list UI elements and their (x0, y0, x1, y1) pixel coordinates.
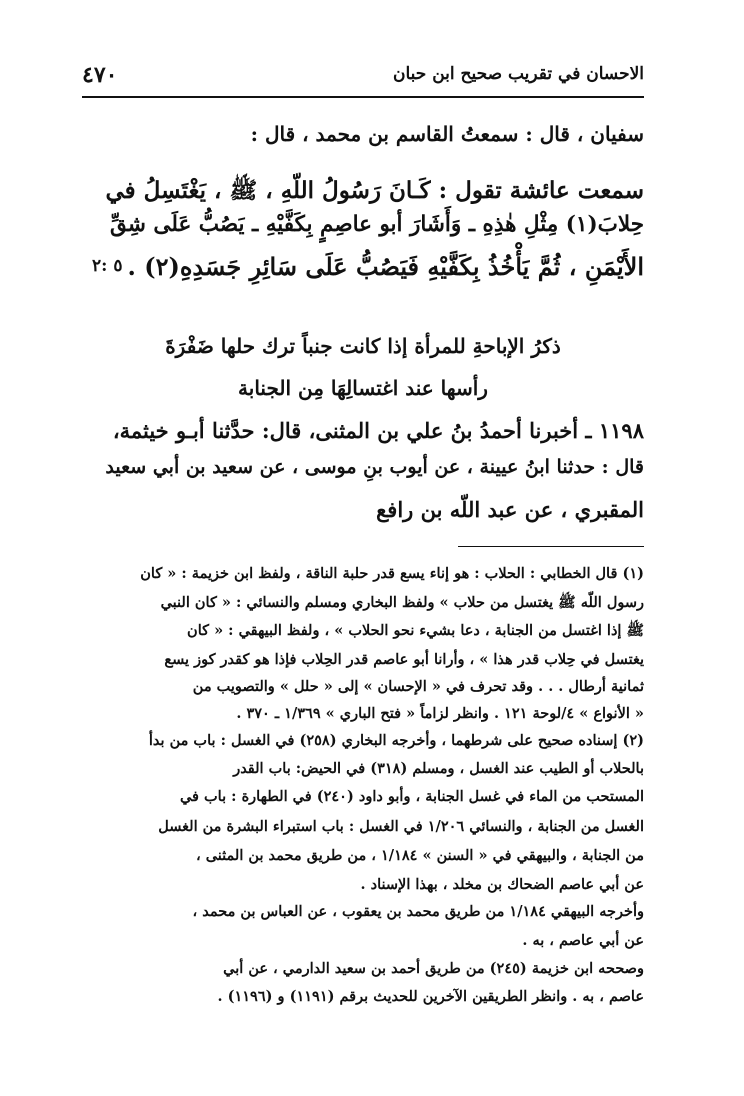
footnote-line: عاصم ، به . وانظر الطريقين الآخرين للحديث برقم (١١٩١) و (١١٩٦) . (217, 988, 644, 1005)
footnote-line: « الأنواع » ٤/لوحة ١٢١ . وانظر لزاماً « فتح الباري » ١/٣٦٩ ـ ٣٧٠ . (236, 705, 644, 722)
footnote-line: يغتسل في حِلاب قدر هذا » ، وأرانا أبو عاصم قدر الحِلاب فإذا هو كقدر كوز يسع (164, 651, 644, 668)
hadith-reference: ٥ :٢ (92, 256, 123, 276)
footnote-line: المستحب من الماء في غسل الجنابة ، وأبو داود (٢٤٠) في الطهارة : باب في (179, 788, 644, 805)
footnote-line: وصححه ابن خزيمة (٢٤٥) من طريق أحمد بن سعيد الدارمي ، عن أبي (223, 960, 644, 977)
page-header (82, 60, 644, 94)
footnote-line: (١) قال الخطابي : الحلاب : هو إناء يسع قدر حلبة الناقة ، ولفظ ابن خزيمة : « كان (140, 565, 644, 582)
footnote-line: ﷺ إذا اغتسل من الجنابة ، دعا بشيء نحو الحلاب » ، ولفظ البيهقي : « كان (187, 622, 644, 639)
hadith-line-2: حِلابَ(١) مِثْلِ هٰذِهِ ـ وَأَشَارَ أبو عاصِمٍ بِكَفَّيْهِ ـ يَصُبُّ عَلَى شِقِّ (109, 212, 644, 237)
footnote-line: وأخرجه البيهقي ١/١٨٤ من طريق محمد بن يعقوب ، عن العباس بن محمد ، (192, 903, 644, 920)
narration-line-3: المقبري ، عن عبد اللّه بن رافع (376, 497, 644, 522)
footnote-line: من الجنابة ، والبيهقي في « السنن » ١/١٨٤ ، من طريق محمد بن المثنى ، (195, 847, 644, 864)
footnote-line: (٢) إسناده صحيح على شرطهما ، وأخرجه البخاري (٢٥٨) في الغسل : باب من بدأ (148, 732, 644, 749)
footnote-line: بالحلاب أو الطيب عند الغسل ، ومسلم (٣١٨) في الحيض: باب القدر (233, 760, 644, 777)
header-rule (82, 96, 644, 98)
isnad-line: سفيان ، قال : سمعتُ القاسم بن محمد ، قال : (250, 122, 644, 146)
footnote-line: رسول اللّه ﷺ يغتسل من حلاب » ولفظ البخاري ومسلم والنسائي : « كان النبي (160, 594, 644, 611)
footnote-line: الغسل من الجنابة ، والنسائي ١/٢٠٦ في الغسل : باب استبراء البشرة من الغسل (158, 818, 644, 835)
hadith-line-1: سمعت عائشة تقول : كَـانَ رَسُولُ اللّهِ ، ﷺ ، يَغْتَسِلُ في (105, 177, 644, 204)
footnote-line: ثمانية أرطال . . . وقد تحرف في « الإحسان » إلى « حلل » والتصويب من (192, 678, 644, 695)
chapter-heading-line-1: ذكرُ الإباحةِ للمرأة إذا كانت جنباً ترك حلها ضَفْرَةَ (165, 334, 561, 358)
footnote-line: عن أبي عاصم الضحاك بن مخلد ، بهذا الإسناد . (360, 876, 644, 893)
narration-line-1: ١١٩٨ ـ أخبرنا أحمدُ بنُ علي بن المثنى، قال: حدَّثنا أبـو خيثمة، (112, 418, 644, 443)
page-number: ٤٧٠ (82, 62, 118, 88)
narration-line-2: قال : حدثنا ابنُ عيينة ، عن أيوب بنِ موسى ، عن سعيد بن أبي سعيد (105, 456, 644, 478)
chapter-heading-line-2: رأسها عند اغتسالِهَا مِن الجنابة (238, 376, 488, 400)
running-title: الاحسان في تقريب صحيح ابن حبان (393, 64, 644, 84)
footnote-rule (458, 546, 644, 547)
hadith-line-3: الأَيْمَنِ ، ثُمَّ يَأْخُذُ بِكَفَّيْهِ فَيَصُبُّ عَلَى سَائِرِ جَسَدِهِ(٢) . (127, 252, 644, 281)
footnote-line: عن أبي عاصم ، به . (522, 932, 644, 949)
